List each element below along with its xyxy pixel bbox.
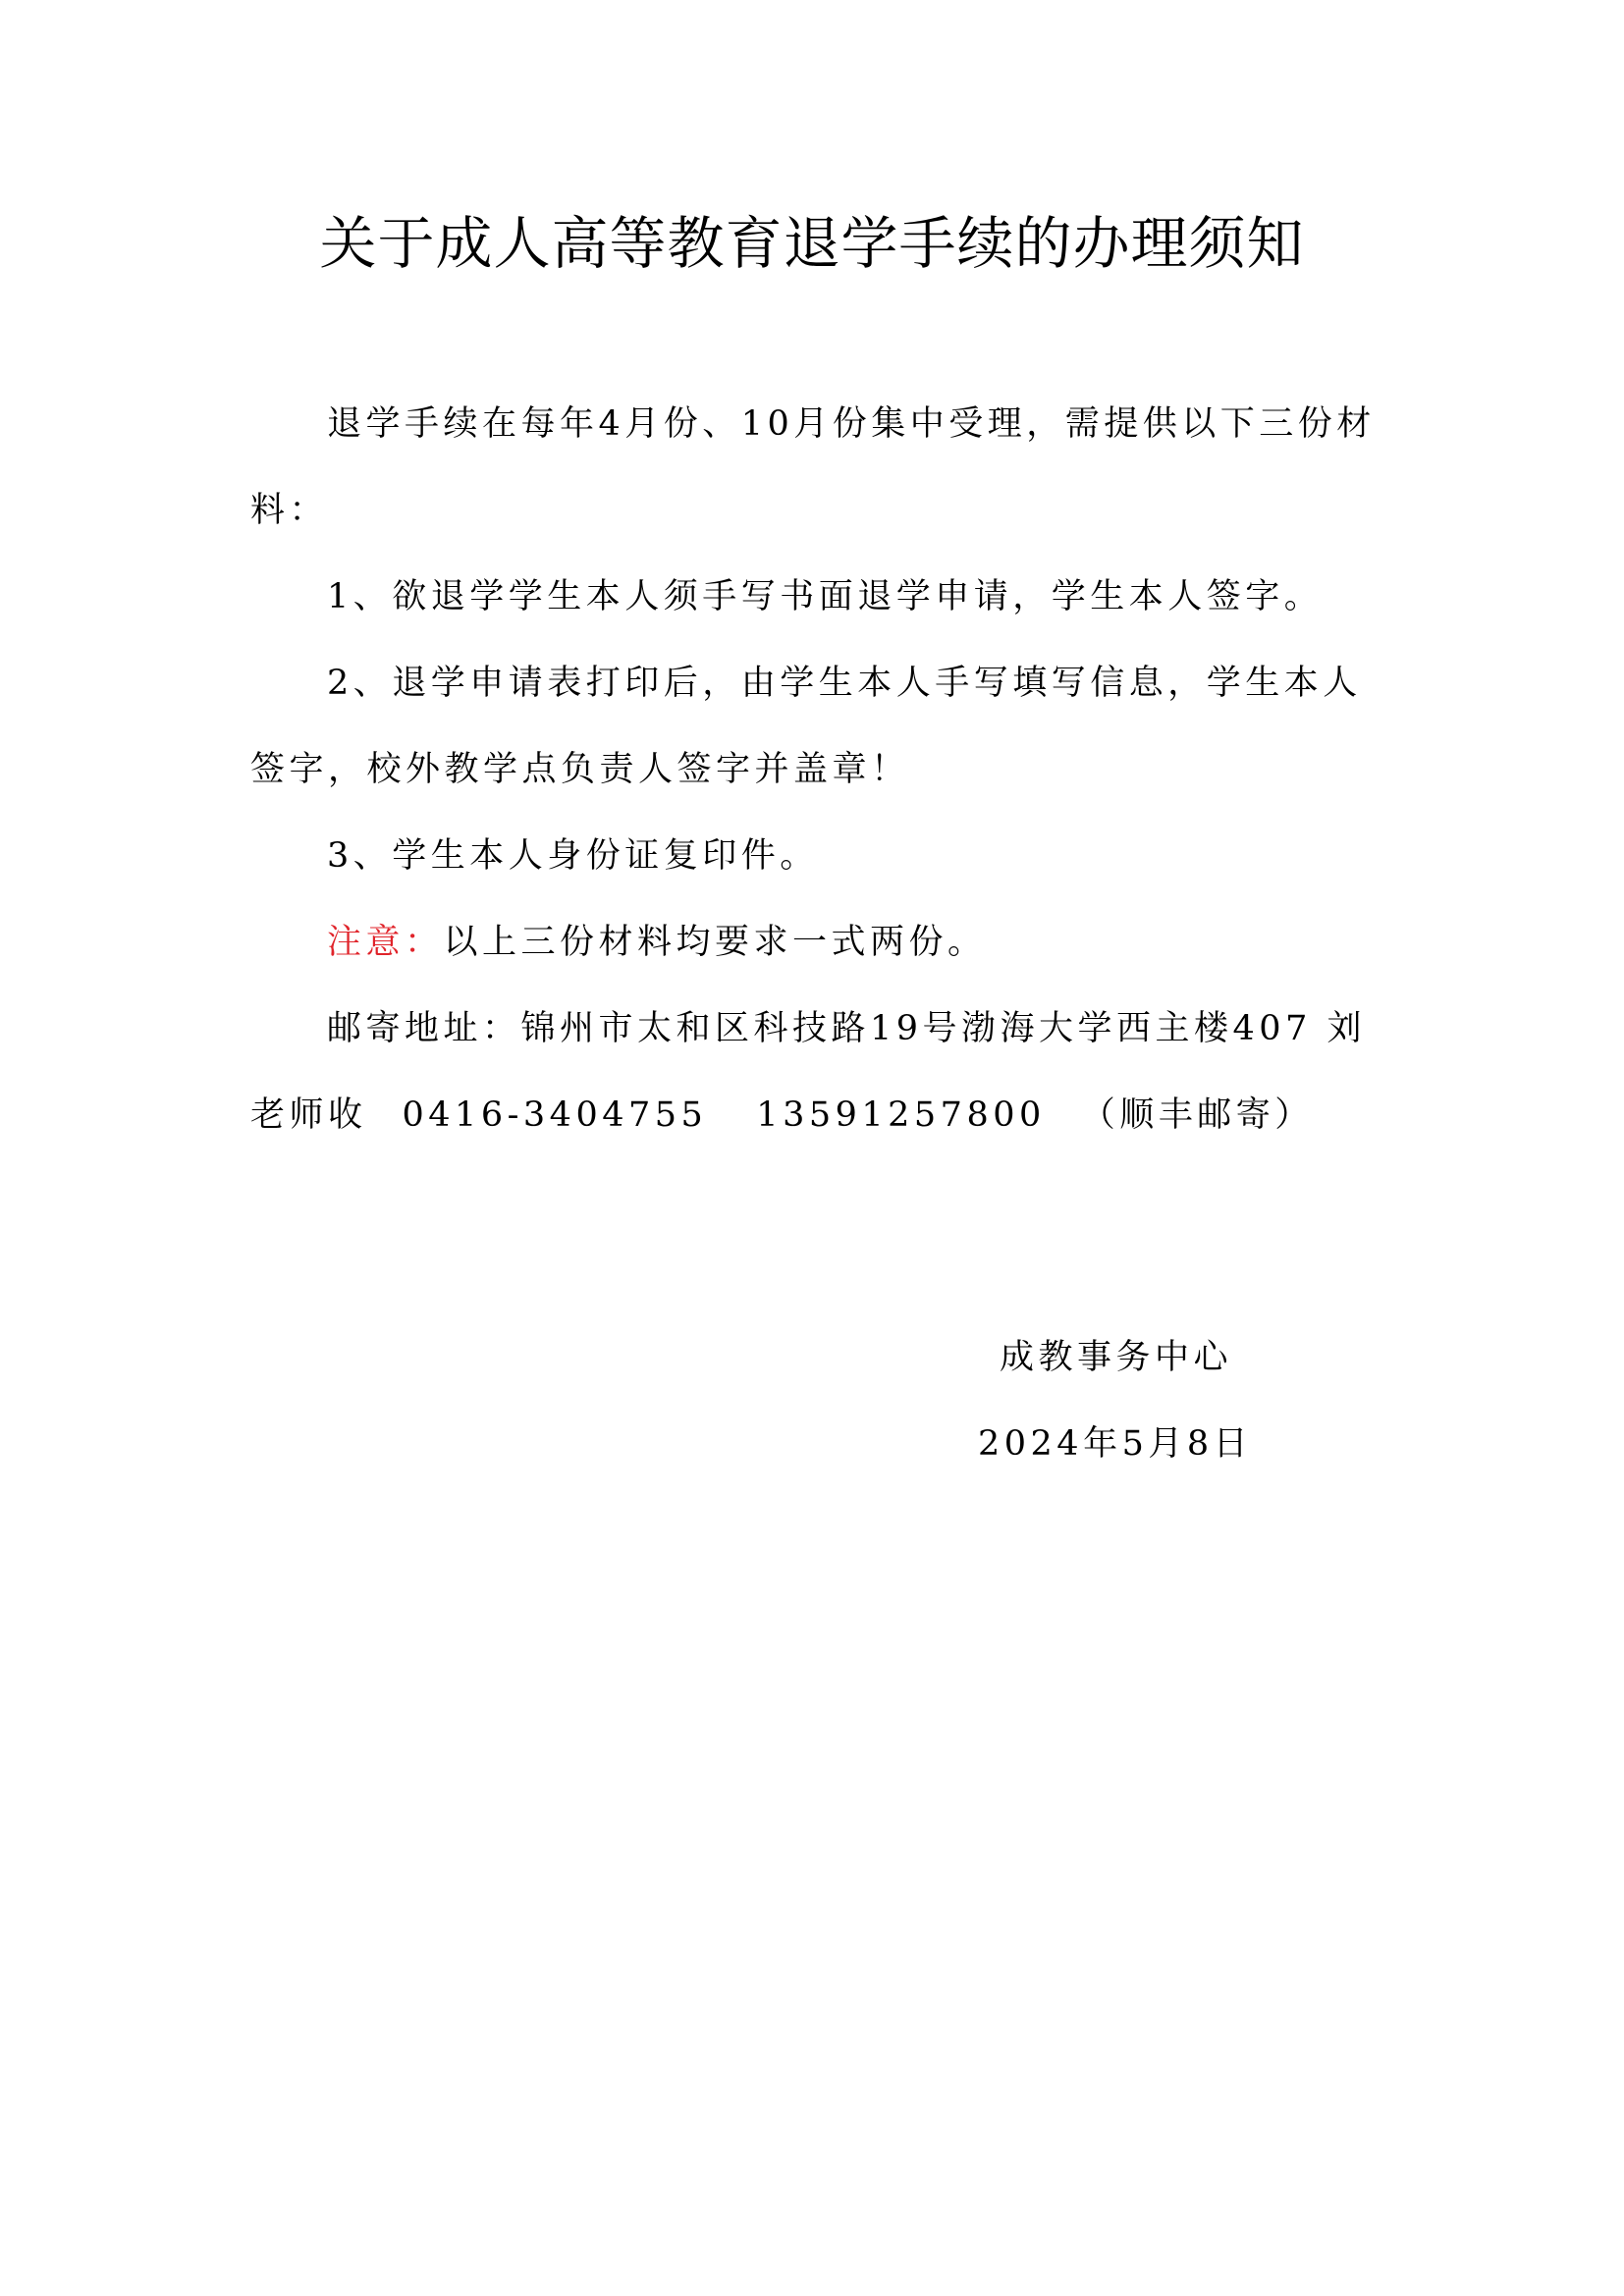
item-paragraph-1: 1、欲退学学生本人须手写书面退学申请，学生本人签字。 [327, 577, 1324, 616]
note-text: 以上三份材料均要求一式两份。 [443, 923, 987, 962]
item-paragraph-3: 3、学生本人身份证复印件。 [327, 836, 819, 876]
document-body [250, 381, 1384, 1158]
intro-paragraph: 退学手续在每年4月份、10月份集中受理，需提供以下三份材料： [250, 404, 1376, 530]
signature-date: 2024年5月8日 [978, 1424, 1253, 1464]
mailing-paragraph [250, 986, 1384, 1158]
note-label: 注意： [327, 923, 444, 962]
item-paragraph-2: 2、退学申请表打印后，由学生本人手写填写信息，学生本人签字，校外教学点负责人签字并盖章！ [250, 664, 1362, 789]
phone-number-2: 13591257800 [756, 1095, 1046, 1135]
document-title: 关于成人高等教育退学手续的办理须知 [319, 210, 1305, 277]
phone-number-1: 0416-3404755 [402, 1095, 708, 1135]
note-paragraph [250, 899, 1384, 986]
mailing-address: 邮寄地址：锦州市太和区科技路19号渤海大学西主楼407 刘老师收 [250, 1009, 1366, 1135]
mailing-method: （顺丰邮寄） [1080, 1095, 1314, 1135]
signature-organization: 成教事务中心 [1000, 1338, 1233, 1377]
